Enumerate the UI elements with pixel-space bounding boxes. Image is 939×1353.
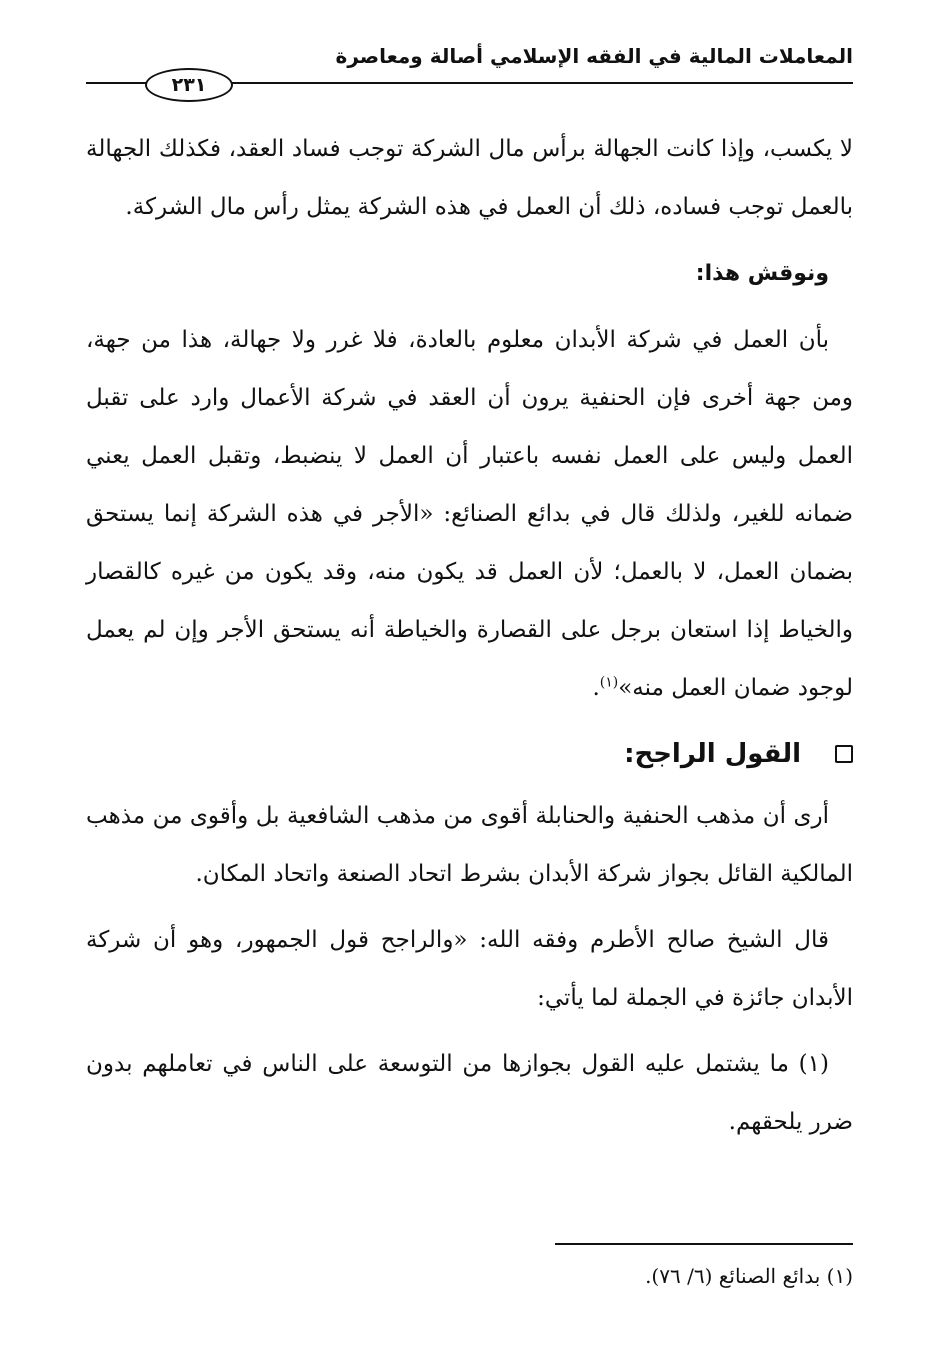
page-number: ٢٣١ xyxy=(145,68,233,102)
paragraph-2 xyxy=(86,311,853,717)
paragraph-5: (١) ما يشتمل عليه القول بجوازها من التوسعة على الناس في تعاملهم بدون ضرر يلحقهم. xyxy=(86,1051,853,1135)
discussion-heading xyxy=(86,244,853,303)
section-heading-text: القول الراجح: xyxy=(624,739,801,769)
square-bullet-icon xyxy=(835,745,853,763)
paragraph-2-text: بأن العمل في شركة الأبدان معلوم بالعادة، فلا غرر ولا جهالة، هذا من جهة، ومن جهة أخرى فإن الحنفية يرون أن العقد في شركة الأعمال وارد على تقبل العمل وليس على العمل نفسه باعتبار أن العمل لا ينضبط، وتقبل العمل يعني ضمانه للغير، ولذلك قال في بدائع الصنائع: «الأجر في هذه الشركة إنما يستحق بضمان العمل، لا بالعمل؛ لأن العمل قد يكون منه، وقد يكون من غيره كالقصار والخياط إذا استعان برجل على القصارة والخياطة أنه يستحق الأجر وإن لم يعمل لوجود ضمان العمل منه» xyxy=(86,327,853,701)
paragraph-1: لا يكسب، وإذا كانت الجهالة برأس مال الشركة توجب فساد العقد، فكذلك الجهالة بالعمل توجب فساده، ذلك أن العمل في هذه الشركة يمثل رأس مال الشركة. xyxy=(86,136,853,220)
footnote-rule xyxy=(555,1243,853,1245)
running-title: المعاملات المالية في الفقه الإسلامي أصالة ومعاصرة xyxy=(335,44,853,68)
body-text xyxy=(86,120,853,1159)
paragraph-4: قال الشيخ صالح الأطرم وفقه الله: «والراجح قول الجمهور، وهو أن شركة الأبدان جائزة في الجملة لما يأتي: xyxy=(86,927,853,1011)
section-heading xyxy=(86,725,853,783)
footnote-ref-1[interactable]: (١) xyxy=(599,674,619,691)
paragraph-3: أرى أن مذهب الحنفية والحنابلة أقوى من مذهب الشافعية بل وأقوى من مذهب المالكية القائل بجواز شركة الأبدان بشرط اتحاد الصنعة واتحاد المكان. xyxy=(86,803,853,887)
paragraph-2-end: . xyxy=(592,675,600,701)
footnote: (١) بدائع الصنائع (٦/ ٧٦). xyxy=(645,1264,853,1288)
discussion-heading-text: ونوقش هذا: xyxy=(695,261,829,286)
